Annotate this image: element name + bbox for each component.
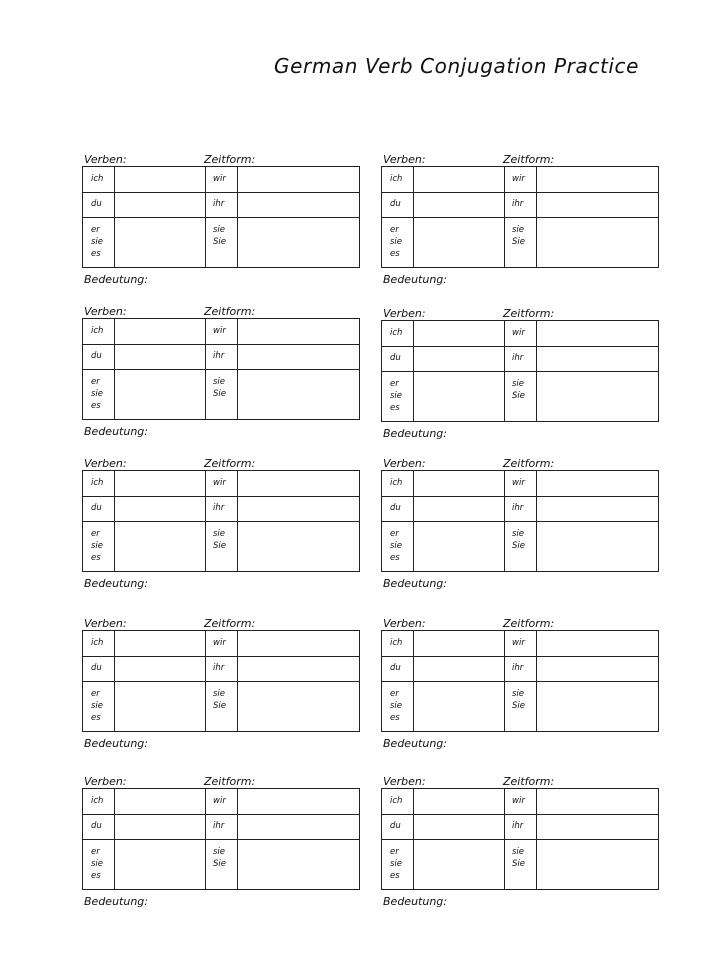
pronoun-du: du [390, 353, 401, 363]
pronoun-ich: ich [91, 796, 104, 806]
pronoun-ihr: ihr [512, 503, 524, 513]
meaning-label: Bedeutung: [383, 427, 447, 440]
tense-label: Zeitform: [503, 307, 555, 320]
pronoun-er-sie-es: er sie es [91, 689, 104, 723]
verb-label: Verben: [84, 305, 127, 318]
pronoun-er-sie-es: er sie es [91, 225, 104, 259]
pronoun-ich: ich [91, 478, 104, 488]
verb-label: Verben: [84, 617, 127, 630]
pronoun-ich: ich [390, 796, 403, 806]
pronoun-wir: wir [213, 796, 226, 806]
verb-label: Verben: [383, 153, 426, 166]
block-header [84, 457, 364, 471]
block-header [383, 457, 663, 471]
conjugation-grid [381, 166, 659, 268]
tense-label: Zeitform: [204, 457, 256, 470]
conjugation-grid [381, 788, 659, 890]
block-header [84, 617, 364, 631]
pronoun-ich: ich [91, 326, 104, 336]
tense-label: Zeitform: [204, 153, 256, 166]
meaning-label: Bedeutung: [84, 577, 148, 590]
pronoun-du: du [91, 821, 102, 831]
pronoun-ich: ich [91, 638, 104, 648]
pronoun-er-sie-es: er sie es [390, 689, 403, 723]
conjugation-block-9 [381, 617, 661, 752]
meaning-label: Bedeutung: [383, 273, 447, 286]
pronoun-ihr: ihr [512, 821, 524, 831]
pronoun-er-sie-es: er sie es [91, 377, 104, 411]
pronoun-ich: ich [390, 328, 403, 338]
pronoun-du: du [390, 503, 401, 513]
conjugation-block-4 [82, 617, 362, 752]
conjugation-grid [82, 630, 360, 732]
conjugation-block-8 [381, 457, 661, 592]
conjugation-grid [82, 318, 360, 420]
block-header [383, 775, 663, 789]
pronoun-du: du [390, 821, 401, 831]
verb-label: Verben: [383, 457, 426, 470]
pronoun-ihr: ihr [213, 199, 225, 209]
pronoun-wir: wir [512, 174, 525, 184]
pronoun-sie-Sie: sie Sie [213, 847, 226, 869]
conjugation-block-10 [381, 775, 661, 910]
meaning-label: Bedeutung: [84, 425, 148, 438]
pronoun-wir: wir [213, 174, 226, 184]
pronoun-du: du [91, 199, 102, 209]
conjugation-grid [381, 470, 659, 572]
meaning-label: Bedeutung: [383, 737, 447, 750]
pronoun-wir: wir [512, 638, 525, 648]
verb-label: Verben: [383, 307, 426, 320]
pronoun-du: du [390, 663, 401, 673]
verb-label: Verben: [84, 457, 127, 470]
pronoun-sie-Sie: sie Sie [213, 529, 226, 551]
block-header [383, 153, 663, 167]
block-header [84, 153, 364, 167]
pronoun-sie-Sie: sie Sie [213, 225, 226, 247]
pronoun-sie-Sie: sie Sie [213, 377, 226, 399]
pronoun-wir: wir [213, 326, 226, 336]
pronoun-ihr: ihr [213, 663, 225, 673]
meaning-label: Bedeutung: [383, 895, 447, 908]
block-header [84, 775, 364, 789]
pronoun-ihr: ihr [512, 353, 524, 363]
conjugation-grid [82, 166, 360, 268]
conjugation-block-5 [82, 775, 362, 910]
tense-label: Zeitform: [204, 775, 256, 788]
meaning-label: Bedeutung: [84, 273, 148, 286]
pronoun-ihr: ihr [512, 199, 524, 209]
pronoun-ihr: ihr [213, 351, 225, 361]
meaning-label: Bedeutung: [84, 737, 148, 750]
page-title: German Verb Conjugation Practice [274, 54, 640, 78]
pronoun-wir: wir [512, 796, 525, 806]
conjugation-grid [381, 630, 659, 732]
verb-label: Verben: [383, 617, 426, 630]
pronoun-sie-Sie: sie Sie [512, 225, 525, 247]
pronoun-ihr: ihr [512, 663, 524, 673]
conjugation-block-1 [82, 153, 362, 288]
pronoun-ich: ich [390, 478, 403, 488]
pronoun-wir: wir [512, 328, 525, 338]
pronoun-sie-Sie: sie Sie [512, 379, 525, 401]
tense-label: Zeitform: [204, 617, 256, 630]
pronoun-ihr: ihr [213, 503, 225, 513]
pronoun-er-sie-es: er sie es [390, 225, 403, 259]
conjugation-grid [381, 320, 659, 422]
conjugation-block-7 [381, 307, 661, 442]
block-header [383, 307, 663, 321]
pronoun-ihr: ihr [213, 821, 225, 831]
tense-label: Zeitform: [204, 305, 256, 318]
verb-label: Verben: [383, 775, 426, 788]
pronoun-sie-Sie: sie Sie [512, 529, 525, 551]
pronoun-sie-Sie: sie Sie [512, 847, 525, 869]
pronoun-ich: ich [91, 174, 104, 184]
pronoun-du: du [91, 351, 102, 361]
conjugation-grid [82, 788, 360, 890]
conjugation-grid [82, 470, 360, 572]
pronoun-er-sie-es: er sie es [91, 847, 104, 881]
tense-label: Zeitform: [503, 153, 555, 166]
pronoun-er-sie-es: er sie es [390, 529, 403, 563]
tense-label: Zeitform: [503, 457, 555, 470]
block-header [84, 305, 364, 319]
pronoun-er-sie-es: er sie es [91, 529, 104, 563]
conjugation-block-6 [381, 153, 661, 288]
pronoun-ich: ich [390, 174, 403, 184]
pronoun-wir: wir [213, 478, 226, 488]
pronoun-ich: ich [390, 638, 403, 648]
tense-label: Zeitform: [503, 775, 555, 788]
pronoun-du: du [390, 199, 401, 209]
pronoun-wir: wir [512, 478, 525, 488]
pronoun-er-sie-es: er sie es [390, 379, 403, 413]
block-header [383, 617, 663, 631]
pronoun-du: du [91, 503, 102, 513]
pronoun-sie-Sie: sie Sie [213, 689, 226, 711]
meaning-label: Bedeutung: [84, 895, 148, 908]
verb-label: Verben: [84, 775, 127, 788]
tense-label: Zeitform: [503, 617, 555, 630]
verb-label: Verben: [84, 153, 127, 166]
meaning-label: Bedeutung: [383, 577, 447, 590]
pronoun-wir: wir [213, 638, 226, 648]
pronoun-er-sie-es: er sie es [390, 847, 403, 881]
conjugation-block-3 [82, 457, 362, 592]
pronoun-du: du [91, 663, 102, 673]
conjugation-block-2 [82, 305, 362, 440]
pronoun-sie-Sie: sie Sie [512, 689, 525, 711]
